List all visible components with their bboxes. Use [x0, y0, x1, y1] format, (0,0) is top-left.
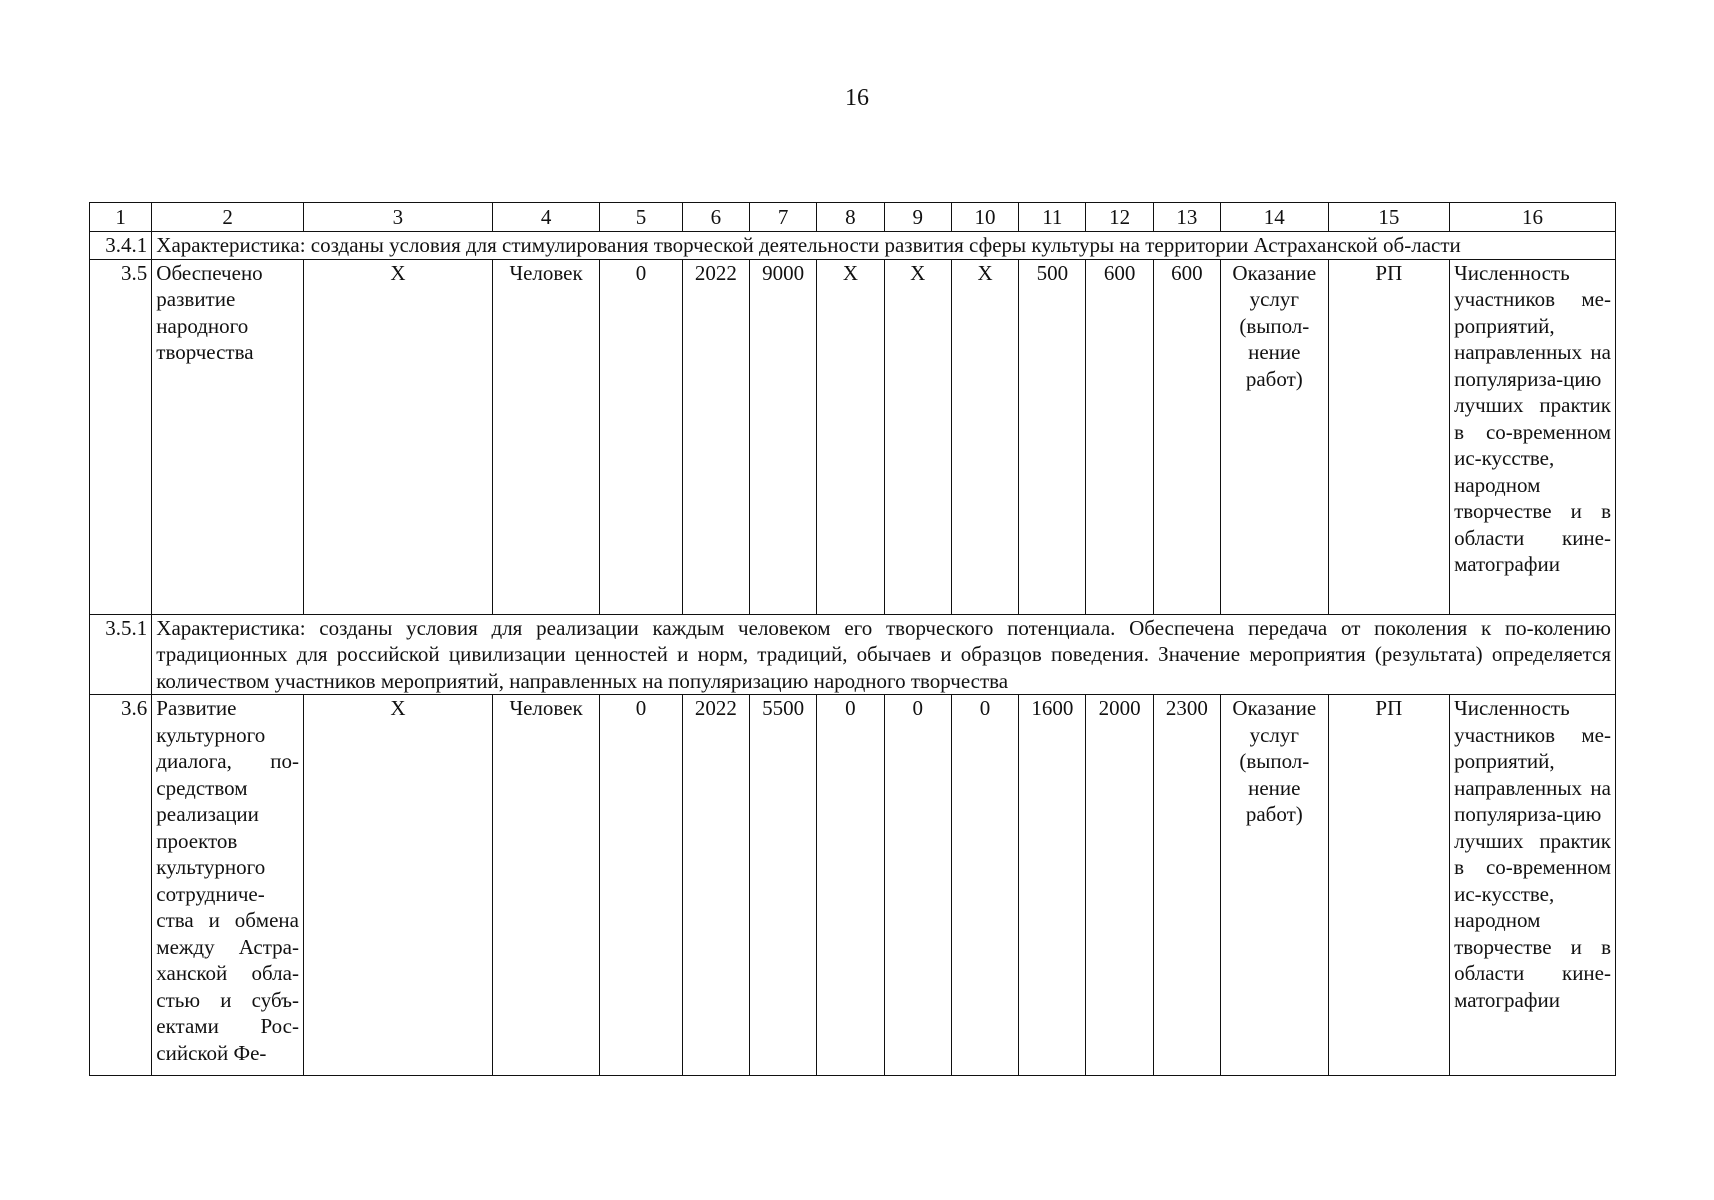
column-number-15: 15: [1328, 203, 1450, 232]
column-number-3: 3: [303, 203, 492, 232]
column-number-7: 7: [749, 203, 816, 232]
cell-col-3: X: [303, 259, 492, 614]
row-number: 3.5.1: [90, 614, 152, 695]
column-number-14: 14: [1221, 203, 1328, 232]
cell-col-10: X: [951, 259, 1018, 614]
column-number-6: 6: [682, 203, 749, 232]
row-number: 3.5: [90, 259, 152, 614]
table-header-row: [90, 203, 1616, 232]
source-cell: РП: [1328, 259, 1450, 614]
column-number-11: 11: [1019, 203, 1086, 232]
base-year-cell: 2022: [682, 259, 749, 614]
column-number-9: 9: [884, 203, 951, 232]
table-row-3-5-1: [90, 614, 1616, 695]
cell-col-12: 600: [1086, 259, 1153, 614]
source-cell: РП: [1328, 695, 1450, 1076]
result-type-cell: Оказание услуг (выпол-нение работ): [1221, 259, 1328, 614]
cell-col-13: 600: [1153, 259, 1220, 614]
column-number-1: 1: [90, 203, 152, 232]
cell-col-9: 0: [884, 695, 951, 1076]
cell-col-10: 0: [951, 695, 1018, 1076]
table-row-3-5: [90, 259, 1616, 614]
column-number-12: 12: [1086, 203, 1153, 232]
cell-col-9: X: [884, 259, 951, 614]
base-value-cell: 0: [600, 259, 682, 614]
result-name: Обеспечено развитие народного творчества: [152, 259, 304, 614]
description-cell: Численность участников ме-роприятий, направленных на популяриза-цию лучших практик в со-временном ис-кусстве, народном творчестве и в области кине-матографии: [1450, 259, 1616, 614]
column-number-4: 4: [492, 203, 599, 232]
cell-col-13: 2300: [1153, 695, 1220, 1076]
column-number-8: 8: [817, 203, 884, 232]
description-cell: Численность участников ме-роприятий, направленных на популяриза-цию лучших практик в со-временном ис-кусстве, народном творчестве и в области кине-матографии: [1450, 695, 1616, 1076]
table-row-3-6: [90, 695, 1616, 1076]
row-number: 3.6: [90, 695, 152, 1076]
characteristic-text: Характеристика: созданы условия для реализации каждым человеком его творческого потенциала. Обеспечена передача от поколения к по-колению традиционных для российской цивилизации ценностей и норм, традиций, обычаев и образцов поведения. Значение мероприятия (результата) определяется количеством участников мероприятий, направленных на популяризацию народного творчества: [152, 614, 1616, 695]
column-number-13: 13: [1153, 203, 1220, 232]
column-number-5: 5: [600, 203, 682, 232]
characteristic-text: Характеристика: созданы условия для стимулирования творческой деятельности развития сферы культуры на территории Астраханской об-ласти: [152, 232, 1616, 260]
column-number-2: 2: [152, 203, 304, 232]
cell-col-12: 2000: [1086, 695, 1153, 1076]
indicator-table: [89, 202, 1616, 1076]
column-number-16: 16: [1450, 203, 1616, 232]
column-number-10: 10: [951, 203, 1018, 232]
cell-col-8: X: [817, 259, 884, 614]
unit-cell: Человек: [492, 259, 599, 614]
result-name: Развитие культурного диалога, по-средством реализации проектов культурного сотрудниче-ства и обмена между Астра-ханской обла-стью и субъ-ектами Рос-сийской Фе-: [152, 695, 304, 1076]
cell-col-7: 5500: [749, 695, 816, 1076]
unit-cell: Человек: [492, 695, 599, 1076]
cell-col-3: X: [303, 695, 492, 1076]
base-value-cell: 0: [600, 695, 682, 1076]
page-number: 16: [845, 85, 869, 111]
cell-col-11: 1600: [1019, 695, 1086, 1076]
row-number: 3.4.1: [90, 232, 152, 260]
cell-col-11: 500: [1019, 259, 1086, 614]
cell-col-8: 0: [817, 695, 884, 1076]
table-row-3-4-1: [90, 232, 1616, 260]
base-year-cell: 2022: [682, 695, 749, 1076]
cell-col-7: 9000: [749, 259, 816, 614]
result-type-cell: Оказание услуг (выпол-нение работ): [1221, 695, 1328, 1076]
